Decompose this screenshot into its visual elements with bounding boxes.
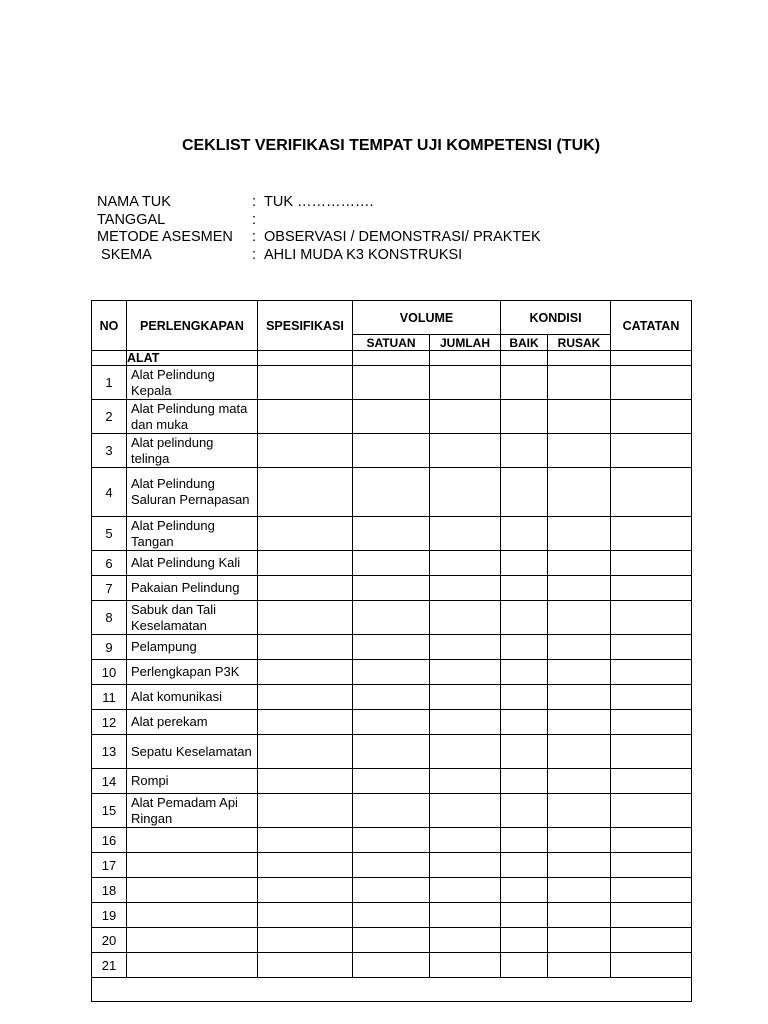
row-baik-cell[interactable] (501, 903, 548, 928)
row-number: 1 (92, 366, 127, 400)
row-number: 14 (92, 769, 127, 794)
row-satuan-cell[interactable] (353, 828, 430, 853)
row-satuan-cell[interactable] (353, 434, 430, 468)
row-number: 9 (92, 635, 127, 660)
row-rusak-cell[interactable] (548, 903, 611, 928)
row-baik-cell[interactable] (501, 853, 548, 878)
info-row-metode-asesmen (97, 229, 541, 247)
group-catatan-cell (611, 351, 692, 366)
row-baik-cell[interactable] (501, 400, 548, 434)
row-perlengkapan: Alat pelindung telinga (127, 434, 258, 468)
info-colon: : (252, 194, 257, 210)
row-catatan-cell[interactable] (611, 928, 692, 953)
row-perlengkapan: Alat perekam (127, 710, 258, 735)
row-catatan-cell[interactable] (611, 828, 692, 853)
row-catatan-cell[interactable] (611, 468, 692, 517)
row-rusak-cell[interactable] (548, 878, 611, 903)
row-baik-cell[interactable] (501, 434, 548, 468)
row-rusak-cell[interactable] (548, 853, 611, 878)
row-jumlah-cell[interactable] (430, 928, 501, 953)
row-baik-cell[interactable] (501, 878, 548, 903)
row-number: 21 (92, 953, 127, 978)
table-row (92, 853, 692, 878)
header-kondisi: KONDISI (501, 301, 611, 335)
row-spesifikasi-cell[interactable] (258, 434, 353, 468)
row-perlengkapan: Rompi (127, 769, 258, 794)
row-rusak-cell[interactable] (548, 928, 611, 953)
row-rusak-cell[interactable] (548, 660, 611, 685)
group-label: ALAT (127, 351, 258, 366)
row-perlengkapan: Sepatu Keselamatan (127, 735, 258, 769)
row-satuan-cell[interactable] (353, 468, 430, 517)
row-jumlah-cell[interactable] (430, 685, 501, 710)
info-label: NAMA TUK (97, 194, 171, 210)
info-label: METODE ASESMEN (97, 229, 233, 246)
row-satuan-cell[interactable] (353, 794, 430, 828)
row-baik-cell[interactable] (501, 953, 548, 978)
row-catatan-cell[interactable] (611, 517, 692, 551)
row-rusak-cell[interactable] (548, 366, 611, 400)
row-rusak-cell[interactable] (548, 400, 611, 434)
row-baik-cell[interactable] (501, 828, 548, 853)
row-catatan-cell[interactable] (611, 878, 692, 903)
row-spesifikasi-cell[interactable] (258, 794, 353, 828)
row-baik-cell[interactable] (501, 685, 548, 710)
row-spesifikasi-cell[interactable] (258, 601, 353, 635)
row-number: 6 (92, 551, 127, 576)
header-perlengkapan: PERLENGKAPAN (127, 301, 258, 351)
row-satuan-cell[interactable] (353, 400, 430, 434)
row-number: 3 (92, 434, 127, 468)
row-catatan-cell[interactable] (611, 710, 692, 735)
row-jumlah-cell[interactable] (430, 953, 501, 978)
row-rusak-cell[interactable] (548, 685, 611, 710)
info-value[interactable]: AHLI MUDA K3 KONSTRUKSI (264, 247, 463, 264)
row-perlengkapan: Pakaian Pelindung (127, 576, 258, 601)
row-perlengkapan (127, 828, 258, 853)
row-perlengkapan: Alat komunikasi (127, 685, 258, 710)
row-perlengkapan (127, 878, 258, 903)
row-spesifikasi-cell[interactable] (258, 953, 353, 978)
row-catatan-cell[interactable] (611, 635, 692, 660)
header-rusak: RUSAK (548, 335, 611, 351)
row-perlengkapan: Alat Pemadam Api Ringan (127, 794, 258, 828)
row-baik-cell[interactable] (501, 928, 548, 953)
info-label: TANGGAL (97, 211, 166, 228)
row-satuan-cell[interactable] (353, 853, 430, 878)
row-spesifikasi-cell[interactable] (258, 828, 353, 853)
row-baik-cell[interactable] (501, 468, 548, 517)
row-perlengkapan: Alat Pelindung Tangan (127, 517, 258, 551)
row-catatan-cell[interactable] (611, 685, 692, 710)
row-rusak-cell[interactable] (548, 517, 611, 551)
row-rusak-cell[interactable] (548, 576, 611, 601)
group-rusak-cell (548, 351, 611, 366)
row-spesifikasi-cell[interactable] (258, 660, 353, 685)
row-perlengkapan: Alat Pelindung Kepala (127, 366, 258, 400)
table-row (92, 400, 692, 434)
row-spesifikasi-cell[interactable] (258, 551, 353, 576)
row-jumlah-cell[interactable] (430, 576, 501, 601)
table-row (92, 769, 692, 794)
row-satuan-cell[interactable] (353, 366, 430, 400)
row-catatan-cell[interactable] (611, 953, 692, 978)
row-satuan-cell[interactable] (353, 928, 430, 953)
row-number: 12 (92, 710, 127, 735)
table-row (92, 794, 692, 828)
row-number: 15 (92, 794, 127, 828)
table-row (92, 468, 692, 517)
document-title: CEKLIST VERIFIKASI TEMPAT UJI KOMPETENSI (TUK) (181, 137, 601, 154)
header-spesifikasi: SPESIFIKASI (258, 301, 353, 351)
row-catatan-cell[interactable] (611, 769, 692, 794)
info-value[interactable]: TUK ……………. (264, 194, 374, 210)
row-catatan-cell[interactable] (611, 903, 692, 928)
info-colon: : (252, 247, 257, 264)
info-row-nama-tuk (97, 194, 541, 212)
row-satuan-cell[interactable] (353, 735, 430, 769)
row-perlengkapan (127, 928, 258, 953)
row-spesifikasi-cell[interactable] (258, 710, 353, 735)
row-spesifikasi-cell[interactable] (258, 735, 353, 769)
row-jumlah-cell[interactable] (430, 794, 501, 828)
row-perlengkapan: Perlengkapan P3K (127, 660, 258, 685)
row-jumlah-cell[interactable] (430, 828, 501, 853)
row-jumlah-cell[interactable] (430, 769, 501, 794)
table-row (92, 576, 692, 601)
row-rusak-cell[interactable] (548, 794, 611, 828)
row-perlengkapan (127, 903, 258, 928)
row-jumlah-cell[interactable] (430, 710, 501, 735)
row-spesifikasi-cell[interactable] (258, 685, 353, 710)
info-colon: : (252, 211, 257, 228)
row-jumlah-cell[interactable] (430, 400, 501, 434)
row-satuan-cell[interactable] (353, 685, 430, 710)
row-perlengkapan: Sabuk dan Tali Keselamatan (127, 601, 258, 635)
table-footer-row (92, 978, 692, 1002)
row-rusak-cell[interactable] (548, 601, 611, 635)
header-baik: BAIK (501, 335, 548, 351)
header-satuan: SATUAN (353, 335, 430, 351)
row-number: 16 (92, 828, 127, 853)
row-satuan-cell[interactable] (353, 710, 430, 735)
table-row (92, 635, 692, 660)
row-jumlah-cell[interactable] (430, 366, 501, 400)
row-jumlah-cell[interactable] (430, 551, 501, 576)
row-perlengkapan: Alat Pelindung mata dan muka (127, 400, 258, 434)
checklist-table (91, 300, 692, 1002)
row-number: 4 (92, 468, 127, 517)
row-jumlah-cell[interactable] (430, 878, 501, 903)
row-number: 13 (92, 735, 127, 769)
info-label: SKEMA (97, 247, 152, 264)
row-satuan-cell[interactable] (353, 635, 430, 660)
row-baik-cell[interactable] (501, 601, 548, 635)
table-row (92, 517, 692, 551)
info-block (97, 194, 541, 265)
row-jumlah-cell[interactable] (430, 434, 501, 468)
row-rusak-cell[interactable] (548, 635, 611, 660)
table-row (92, 953, 692, 978)
row-baik-cell[interactable] (501, 635, 548, 660)
row-catatan-cell[interactable] (611, 853, 692, 878)
table-row (92, 878, 692, 903)
row-satuan-cell[interactable] (353, 660, 430, 685)
row-spesifikasi-cell[interactable] (258, 400, 353, 434)
info-colon: : (252, 229, 257, 246)
row-spesifikasi-cell[interactable] (258, 635, 353, 660)
table-row (92, 551, 692, 576)
info-row-tanggal (97, 212, 541, 230)
row-spesifikasi-cell[interactable] (258, 878, 353, 903)
row-satuan-cell[interactable] (353, 953, 430, 978)
row-jumlah-cell[interactable] (430, 660, 501, 685)
row-jumlah-cell[interactable] (430, 468, 501, 517)
row-rusak-cell[interactable] (548, 828, 611, 853)
row-perlengkapan: Alat Pelindung Kali (127, 551, 258, 576)
row-number: 20 (92, 928, 127, 953)
row-number: 7 (92, 576, 127, 601)
row-rusak-cell[interactable] (548, 551, 611, 576)
header-no: NO (92, 301, 127, 351)
row-perlengkapan (127, 953, 258, 978)
row-rusak-cell[interactable] (548, 468, 611, 517)
header-catatan: CATATAN (611, 301, 692, 351)
row-number: 8 (92, 601, 127, 635)
footer-blank-cell[interactable] (92, 978, 692, 1002)
row-catatan-cell[interactable] (611, 551, 692, 576)
row-satuan-cell[interactable] (353, 769, 430, 794)
info-value[interactable]: OBSERVASI / DEMONSTRASI/ PRAKTEK (264, 229, 541, 246)
row-spesifikasi-cell[interactable] (258, 903, 353, 928)
row-spesifikasi-cell[interactable] (258, 517, 353, 551)
group-baik-cell (501, 351, 548, 366)
header-jumlah: JUMLAH (430, 335, 501, 351)
row-jumlah-cell[interactable] (430, 635, 501, 660)
row-rusak-cell[interactable] (548, 735, 611, 769)
row-catatan-cell[interactable] (611, 660, 692, 685)
row-jumlah-cell[interactable] (430, 853, 501, 878)
row-spesifikasi-cell[interactable] (258, 366, 353, 400)
row-jumlah-cell[interactable] (430, 735, 501, 769)
row-rusak-cell[interactable] (548, 769, 611, 794)
group-no-cell (92, 351, 127, 366)
row-baik-cell[interactable] (501, 710, 548, 735)
table-row (92, 660, 692, 685)
row-spesifikasi-cell[interactable] (258, 769, 353, 794)
table-row (92, 601, 692, 635)
header-volume: VOLUME (353, 301, 501, 335)
row-satuan-cell[interactable] (353, 551, 430, 576)
row-catatan-cell[interactable] (611, 434, 692, 468)
row-satuan-cell[interactable] (353, 903, 430, 928)
row-number: 2 (92, 400, 127, 434)
row-number: 11 (92, 685, 127, 710)
table-row (92, 828, 692, 853)
row-satuan-cell[interactable] (353, 601, 430, 635)
row-satuan-cell[interactable] (353, 878, 430, 903)
row-number: 18 (92, 878, 127, 903)
row-baik-cell[interactable] (501, 735, 548, 769)
row-perlengkapan (127, 853, 258, 878)
table-row (92, 685, 692, 710)
row-catatan-cell[interactable] (611, 400, 692, 434)
row-spesifikasi-cell[interactable] (258, 853, 353, 878)
row-catatan-cell[interactable] (611, 601, 692, 635)
row-baik-cell[interactable] (501, 576, 548, 601)
row-baik-cell[interactable] (501, 551, 548, 576)
row-baik-cell[interactable] (501, 517, 548, 551)
row-jumlah-cell[interactable] (430, 601, 501, 635)
row-catatan-cell[interactable] (611, 735, 692, 769)
table-row (92, 903, 692, 928)
group-spesifikasi-cell (258, 351, 353, 366)
row-rusak-cell[interactable] (548, 953, 611, 978)
row-number: 17 (92, 853, 127, 878)
row-catatan-cell[interactable] (611, 366, 692, 400)
info-row-skema (97, 247, 541, 265)
row-spesifikasi-cell[interactable] (258, 468, 353, 517)
row-jumlah-cell[interactable] (430, 517, 501, 551)
group-satuan-cell (353, 351, 430, 366)
row-spesifikasi-cell[interactable] (258, 576, 353, 601)
row-satuan-cell[interactable] (353, 517, 430, 551)
row-perlengkapan: Pelampung (127, 635, 258, 660)
row-satuan-cell[interactable] (353, 576, 430, 601)
row-number: 5 (92, 517, 127, 551)
row-catatan-cell[interactable] (611, 576, 692, 601)
row-number: 19 (92, 903, 127, 928)
row-spesifikasi-cell[interactable] (258, 928, 353, 953)
table-row (92, 366, 692, 400)
row-baik-cell[interactable] (501, 366, 548, 400)
table-row (92, 928, 692, 953)
row-baik-cell[interactable] (501, 794, 548, 828)
table-row (92, 710, 692, 735)
table-row (92, 434, 692, 468)
row-rusak-cell[interactable] (548, 434, 611, 468)
row-rusak-cell[interactable] (548, 710, 611, 735)
table-row (92, 735, 692, 769)
group-jumlah-cell (430, 351, 501, 366)
row-baik-cell[interactable] (501, 769, 548, 794)
row-catatan-cell[interactable] (611, 794, 692, 828)
row-baik-cell[interactable] (501, 660, 548, 685)
row-jumlah-cell[interactable] (430, 903, 501, 928)
row-number: 10 (92, 660, 127, 685)
row-perlengkapan: Alat Pelindung Saluran Pernapasan (127, 468, 258, 517)
